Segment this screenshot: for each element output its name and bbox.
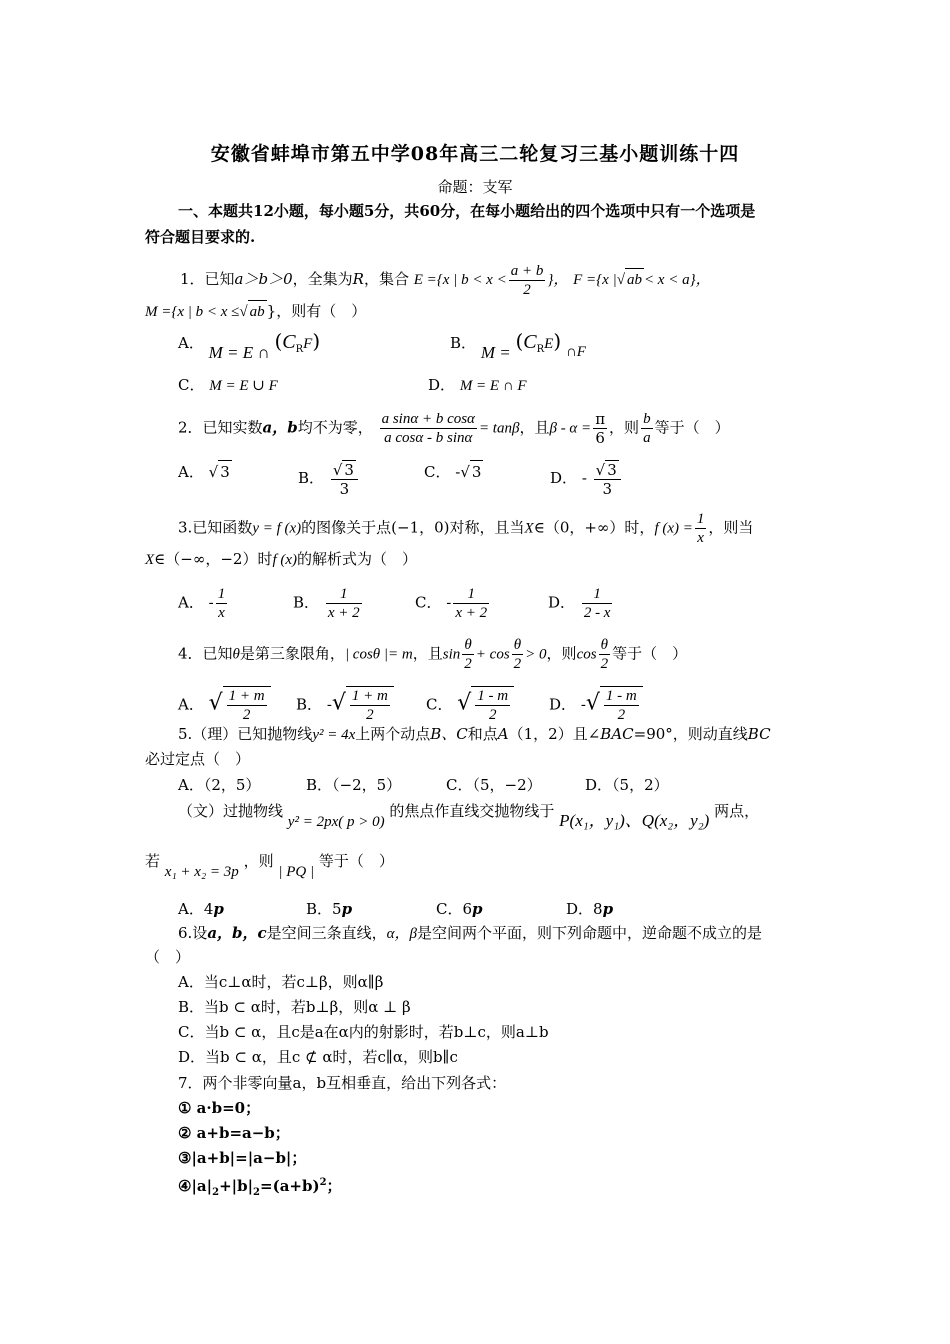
q5-stem: 5.（理）已知抛物线y² = 4x上两个动点B、C和点A（1，2）且∠BAC=90°，则动直线BC	[178, 725, 771, 743]
q6-stem: 6.设a，b，c是空间三条直线，α，β是空间两个平面，则下列命题中，逆命题不成立的是	[178, 924, 763, 942]
q5-option-a[interactable]: A．（2，5）	[178, 776, 261, 794]
q1-option-a[interactable]: A． M = E ∩ $(C_RF)$	[178, 329, 321, 362]
q4-stem: 4．已知θ是第三象限角，| cosθ |= m，且sin $\frac{\theta}{2}$ + cos $\frac{\theta}{2}$ > 0，则cos $\frac{\theta}{2}$ 等于（ ）	[178, 637, 688, 672]
q1-option-d[interactable]: D． M = E ∩ F	[428, 376, 527, 394]
q7-item-2: ② a+b=a−b；	[178, 1124, 290, 1142]
q5-option-c[interactable]: C．（5，−2）	[446, 776, 542, 794]
q6-option-d[interactable]: D．当b ⊂ α，且c ⊄ α时，若c∥α，则b∥c	[178, 1048, 458, 1066]
q4-option-d[interactable]: D． -√ $\frac{1 - m}{2}$	[549, 686, 643, 724]
q3-stem-cont: X∈（−∞，−2）时f (x)的解析式为（ ）	[145, 550, 418, 568]
q3-option-d[interactable]: D． $\frac{1}{2 - x}$	[548, 586, 611, 621]
q6-option-c[interactable]: C．当b ⊂ α，且c是a在α内的射影时，若b⊥c，则a⊥b	[178, 1023, 549, 1041]
q6-option-b[interactable]: B．当b ⊂ α时，若b⊥β，则α ⊥ β	[178, 998, 411, 1016]
q2-stem: 2．已知实数a，b均不为零， $\frac{\text{a sinα + b cosα}}{\text{a cosα - b sinα}}$ = tanβ，且β - α = $\frac{\pi}{6}$ ，则 $\frac{b}{a}$ 等于（ ）	[178, 410, 730, 447]
q7-item-4: $④|a|_2+|b|_2=(a+b)^2$；	[178, 1177, 342, 1198]
q1-stem-cont: M ={x | b < x ≤√ ab }，则有（ ）	[145, 300, 366, 323]
q5-option-d[interactable]: D．（5，2）	[585, 776, 669, 794]
set-F: F ={x |√ ab < x < a}，	[573, 272, 710, 288]
q4-option-c[interactable]: C． √ $\frac{1 - m}{2}$	[426, 686, 514, 724]
q2-option-a[interactable]: A． √ 3	[178, 460, 232, 483]
q5-wen-option-c[interactable]: C．6p	[436, 900, 483, 918]
page-title: 安徽省蚌埠市第五中学08年高三二轮复习三基小题训练十四	[210, 143, 740, 165]
q5-wen-option-d[interactable]: D．8p	[566, 900, 614, 918]
q4-option-b[interactable]: B． -√ $\frac{1 + m}{2}$	[296, 686, 394, 724]
q5-wen-option-b[interactable]: B．5p	[306, 900, 353, 918]
q1-option-b[interactable]: B． $M = (C_RE)$ ∩F	[450, 329, 586, 362]
q2-fraction: $\frac{\text{a sinα + b cosα}}{\text{a cosα - b sinα}}$	[381, 411, 475, 446]
q3-option-c[interactable]: C． - $\frac{1}{x + 2}$	[415, 586, 488, 621]
q1-stem: 1．已知a＞b＞0，全集为R，集合 E ={x | b < x < $\frac{a + b}{2}$ }， F ={x |√ ab < x < a}，	[180, 263, 711, 298]
q5-wen-option-a[interactable]: A．4p	[178, 900, 224, 918]
q5-wen-stem: （文）过抛物线 y² = 2px( p > 0) 的焦点作直线交抛物线于 P(x₁，y₁)、Q(x₂，y₂) 两点，	[178, 802, 760, 830]
q7-item-1: ① a·b=0；	[178, 1099, 261, 1117]
q3-option-a[interactable]: A． - $\frac{1}{x}$	[178, 586, 226, 621]
q2-option-b[interactable]: B． $\frac{√ 3}{3}$	[298, 460, 360, 498]
q6-stem-cont: （ ）	[145, 948, 191, 966]
q2-option-c[interactable]: C． -√ 3	[424, 460, 483, 483]
q3-option-b[interactable]: B． $\frac{1}{x + 2}$	[293, 586, 360, 621]
author-line: 命题：支军	[437, 178, 513, 196]
q7-stem: 7．两个非零向量a，b互相垂直，给出下列各式：	[178, 1074, 507, 1092]
q7-item-3: ③|a+b|=|a−b|；	[178, 1149, 307, 1167]
q5-wen-stem-cont: 若 x₁ + x₂ = 3p ，则 | PQ | 等于（ ）	[145, 852, 394, 880]
section-header-line2: 符合题目要求的.	[145, 228, 256, 246]
section-header-line1: 一、本题共12小题，每小题5分，共60分，在每小题给出的四个选项中只有一个选项是	[178, 202, 756, 220]
q5-stem-cont: 必过定点（ ）	[145, 750, 251, 768]
set-E: E ={x | b < x < $\frac{a + b}{2}$ }，	[413, 263, 569, 298]
q6-option-a[interactable]: A．当c⊥α时，若c⊥β，则α∥β	[178, 973, 384, 991]
set-M: M ={x | b < x ≤√ ab	[145, 304, 267, 320]
q4-option-a[interactable]: A． √ $\frac{1 + m}{2}$	[178, 686, 271, 724]
q2-option-d[interactable]: D． - $\frac{√ 3}{3}$	[550, 460, 623, 498]
q3-stem: 3.已知函数y = f (x)的图像关于点(−1，0)对称，且当X∈（0，+∞）时，f (x) = $\frac{1}{x}$ ，则当	[178, 511, 754, 546]
q1-option-c[interactable]: C． M = E ∪ F	[178, 376, 278, 394]
q5-option-b[interactable]: B．（−2，5）	[306, 776, 402, 794]
